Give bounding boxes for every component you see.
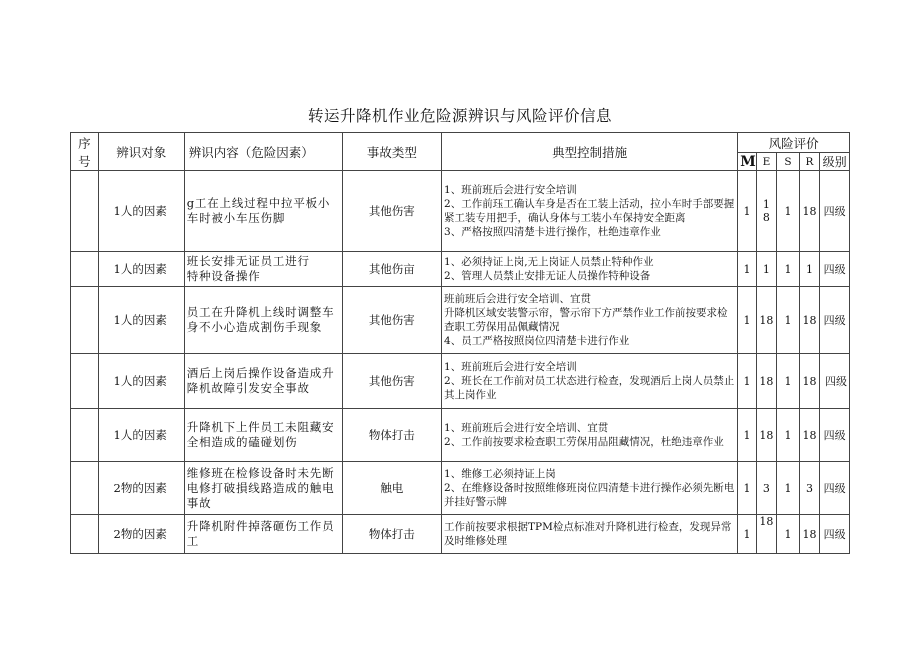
row-s: 1 <box>777 462 800 515</box>
row-s: 1 <box>777 409 800 462</box>
row-level: 四级 <box>820 462 850 515</box>
row-content: 升降机下上件员工未阻藏安全相造成的磕碰划伤 <box>184 409 342 462</box>
table-row <box>71 409 850 462</box>
header-r: R <box>799 153 819 171</box>
table-row <box>71 462 850 515</box>
row-content: g工在上线过程中拉平板小车时被小车压伤脚 <box>184 171 342 252</box>
row-r: 1 <box>799 252 819 287</box>
row-measures: 1、维修工必须持证上岗 2、在维修设备时按照维修班岗位四清楚卡进行操作必须先断电并挂好警示牌 <box>442 462 738 515</box>
row-e: 1 <box>756 252 776 287</box>
row-l: 1 <box>738 287 756 354</box>
header-l: M <box>738 153 756 171</box>
table-row <box>71 354 850 409</box>
table-row <box>71 287 850 354</box>
row-s: 1 <box>777 252 800 287</box>
row-target: 1人的因素 <box>98 252 184 287</box>
row-target: 1人的因素 <box>98 287 184 354</box>
header-row-1 <box>71 133 850 153</box>
row-accident-type: 其他伤害 <box>342 354 441 409</box>
table-row <box>71 171 850 252</box>
row-accident-type: 其他伤害 <box>342 287 441 354</box>
row-e: 18 <box>756 515 776 554</box>
row-level: 四级 <box>820 515 850 554</box>
header-e: E <box>756 153 776 171</box>
row-accident-type: 其他伤亩 <box>342 252 441 287</box>
row-target: 2物的因素 <box>98 462 184 515</box>
header-accident-type: 事故类型 <box>342 133 441 171</box>
row-l: 1 <box>738 462 756 515</box>
row-s: 1 <box>777 287 800 354</box>
row-level: 四级 <box>820 409 850 462</box>
row-content: 班长安排无证员工进行 特种设备操作 <box>184 252 342 287</box>
row-l: 1 <box>738 354 756 409</box>
row-e: 18 <box>756 287 776 354</box>
row-e: 18 <box>756 354 776 409</box>
row-r: 18 <box>799 354 819 409</box>
row-e: 1 8 <box>756 171 776 252</box>
row-seq-cell <box>71 287 99 354</box>
row-r: 18 <box>799 515 819 554</box>
table-row <box>71 515 850 554</box>
row-accident-type: 物体打击 <box>342 515 441 554</box>
row-e: 3 <box>756 462 776 515</box>
row-seq-cell <box>71 354 99 409</box>
row-r: 18 <box>799 287 819 354</box>
row-l: 1 <box>738 252 756 287</box>
header-s: S <box>777 153 800 171</box>
row-s: 1 <box>777 171 800 252</box>
row-r: 18 <box>799 409 819 462</box>
document-title: 转运升降机作业危险源辨识与风险评价信息 <box>307 107 612 125</box>
row-measures: 1、班前班后会进行安全培训 2、工作前珏工确认车身是否在工装上活动，拉小车时手部要握紧工装专用把手，确认身体与工装小车保持安全距离 3、严格按照四清楚卡进行操作，杜绝违章作业 <box>442 171 738 252</box>
row-content: 员工在升降机上线时调整车身不小心造成割伤手现象 <box>184 287 342 354</box>
row-seq-cell <box>71 252 99 287</box>
risk-table <box>70 132 850 554</box>
header-risk-eval: 风险评价 <box>738 133 850 153</box>
table-row <box>71 252 850 287</box>
row-l: 1 <box>738 171 756 252</box>
row-measures: 班前班后会进行安全培训、宜贯 升降机区域安装警示帘，警示帘下方严禁作业工作前按要求检查职工劳保用品佩藏情况 4、员工严格按照岗位四清楚卡进行作业 <box>442 287 738 354</box>
row-level: 四级 <box>820 287 850 354</box>
row-l: 1 <box>738 409 756 462</box>
row-s: 1 <box>777 515 800 554</box>
header-content: 辨识内容（危险因素） <box>184 133 342 171</box>
row-target: 1人的因素 <box>98 354 184 409</box>
row-level: 四级 <box>820 354 850 409</box>
row-seq-cell <box>71 409 99 462</box>
row-target: 2物的因素 <box>98 515 184 554</box>
header-seq: 序号 <box>71 133 99 171</box>
row-content: 维修班在检修设备时未先断电修打破損线路造成的触电事故 <box>184 462 342 515</box>
row-seq-cell <box>71 515 99 554</box>
row-r: 3 <box>799 462 819 515</box>
header-target: 辨识对象 <box>98 133 184 171</box>
row-measures: 1、班前班后会进行安全培训、宜贯 2、工作前按要求检查职工劳保用品阻藏情况，杜绝违章作业 <box>442 409 738 462</box>
row-measures: 1、必须持证上岗,无上岗证人员禁止特种作业 2、管理人员禁止安排无证人员操作特种设备 <box>442 252 738 287</box>
header-measures: 典型控制措施 <box>442 133 738 171</box>
row-accident-type: 物体打击 <box>342 409 441 462</box>
row-level: 四级 <box>820 171 850 252</box>
row-level: 四级 <box>820 252 850 287</box>
row-accident-type: 其他伤害 <box>342 171 441 252</box>
row-target: 1人的因素 <box>98 409 184 462</box>
row-measures: 1、班前班后会进行安全培训 2、班长在工作前对员工状态进行检查，发现酒后上岗人员禁止其上岗作业 <box>442 354 738 409</box>
header-level: 级别 <box>820 153 850 171</box>
row-seq-cell <box>71 171 99 252</box>
row-e: 18 <box>756 409 776 462</box>
row-target: 1人的因素 <box>98 171 184 252</box>
row-r: 18 <box>799 171 819 252</box>
row-l: 1 <box>738 515 756 554</box>
row-content: 酒后上岗后操作设备造成升降机故障引发安全事故 <box>184 354 342 409</box>
row-content: 升降机附件掉落砸伤工作员工 <box>184 515 342 554</box>
row-accident-type: 触电 <box>342 462 441 515</box>
row-seq-cell <box>71 462 99 515</box>
row-s: 1 <box>777 354 800 409</box>
row-measures: 工作前按要求根据TPM检点标准对升降机进行检查，发现异常及时维修处理 <box>442 515 738 554</box>
